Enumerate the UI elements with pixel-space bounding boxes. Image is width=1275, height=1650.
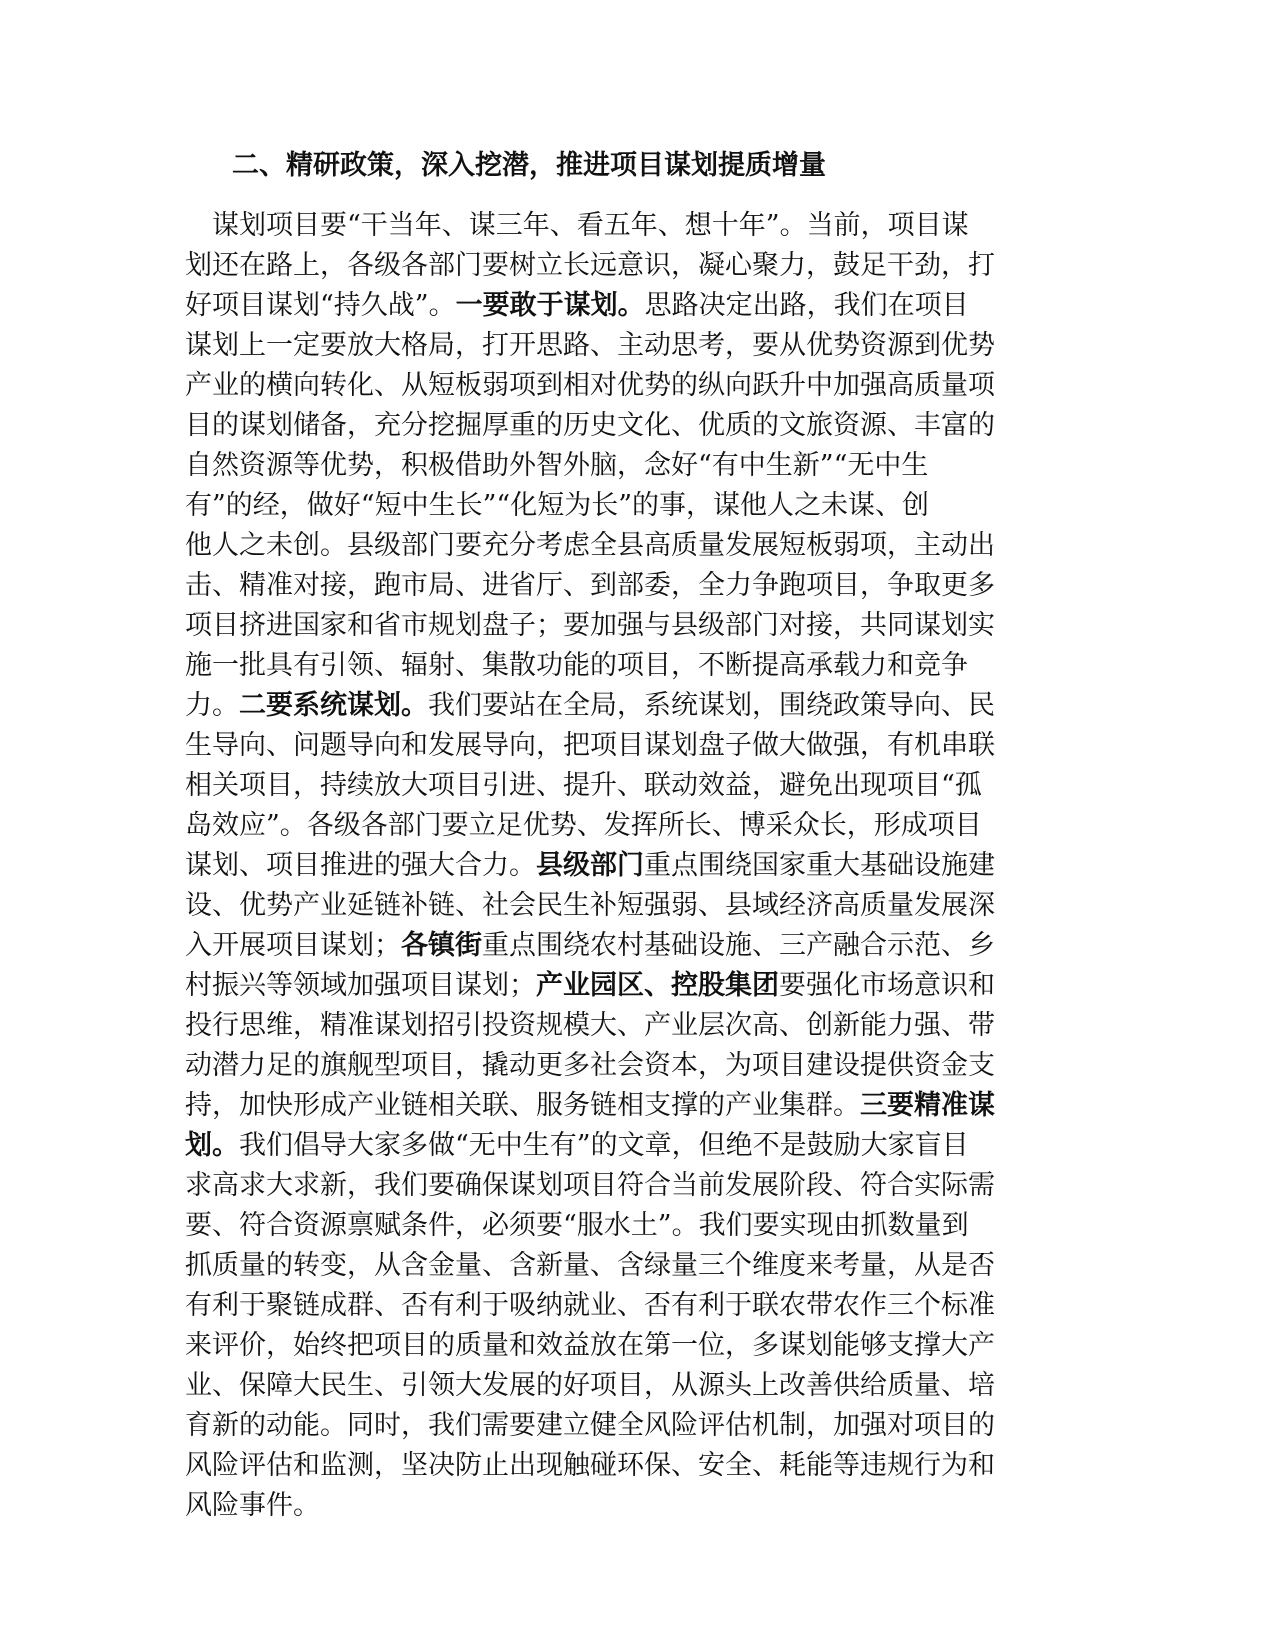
text-run: 业、保障大民生、引领大发展的好项目，从源头上改善供给质量、培 bbox=[185, 1370, 995, 1401]
bold-text-run: 三要精准谋 bbox=[860, 1090, 995, 1121]
text-run: 重点围绕国家重大基础设施建 bbox=[644, 850, 995, 881]
bold-text-run: 划。 bbox=[185, 1130, 239, 1161]
text-run: 他人之未创。县级部门要充分考虑全县高质量发展短板弱项，主动出 bbox=[185, 530, 995, 561]
text-run: 要、符合资源禀赋条件，必须要“服水土”。我们要实现由抓数量到 bbox=[185, 1210, 969, 1241]
text-line bbox=[185, 806, 1070, 846]
text-line bbox=[185, 766, 1070, 806]
text-line bbox=[185, 326, 1070, 366]
text-run: 风险事件。 bbox=[185, 1490, 320, 1521]
bold-text-run: 各镇街 bbox=[401, 930, 482, 961]
text-run: 谋划、项目推进的强大合力。 bbox=[185, 850, 536, 881]
text-line bbox=[185, 966, 1070, 1006]
text-line bbox=[185, 726, 1070, 766]
text-run: 来评价，始终把项目的质量和效益放在第一位，多谋划能够支撑大产 bbox=[185, 1330, 995, 1361]
text-line bbox=[185, 1126, 1070, 1166]
text-run: 我们要站在全局，系统谋划，围绕政策导向、民 bbox=[428, 690, 995, 721]
text-line bbox=[185, 246, 1070, 286]
text-line bbox=[185, 1246, 1070, 1286]
text-run: 抓质量的转变，从含金量、含新量、含绿量三个维度来考量，从是否 bbox=[185, 1250, 995, 1281]
text-run: 生导向、问题导向和发展导向，把项目谋划盘子做大做强，有机串联 bbox=[185, 730, 995, 761]
text-run: 我们倡导大家多做“无中生有”的文章，但绝不是鼓励大家盲目 bbox=[239, 1130, 969, 1161]
text-line bbox=[185, 206, 1070, 246]
text-run: 要强化市场意识和 bbox=[779, 970, 995, 1001]
text-line bbox=[185, 1326, 1070, 1366]
text-line bbox=[185, 526, 1070, 566]
text-line bbox=[185, 1006, 1070, 1046]
body-paragraph bbox=[185, 206, 1070, 1526]
text-line bbox=[185, 366, 1070, 406]
text-run: 力。 bbox=[185, 690, 239, 721]
text-line bbox=[185, 1046, 1070, 1086]
text-run: 入开展项目谋划； bbox=[185, 930, 401, 961]
text-line bbox=[185, 886, 1070, 926]
text-run: 谋划上一定要放大格局，打开思路、主动思考，要从优势资源到优势 bbox=[185, 330, 995, 361]
text-line bbox=[185, 1206, 1070, 1246]
text-line bbox=[185, 286, 1070, 326]
text-line bbox=[185, 646, 1070, 686]
text-line bbox=[185, 606, 1070, 646]
text-run: 村振兴等领域加强项目谋划； bbox=[185, 970, 536, 1001]
text-run: 有”的经，做好“短中生长”“化短为长”的事，谋他人之未谋、创 bbox=[185, 490, 930, 521]
text-run: 动潜力足的旗舰型项目，撬动更多社会资本，为项目建设提供资金支 bbox=[185, 1050, 995, 1081]
text-run: 好项目谋划“持久战”。 bbox=[185, 290, 456, 321]
text-line bbox=[185, 566, 1070, 606]
text-line bbox=[185, 406, 1070, 446]
text-line bbox=[185, 1446, 1070, 1486]
text-line bbox=[185, 1406, 1070, 1446]
text-line bbox=[185, 926, 1070, 966]
text-run: 岛效应”。各级各部门要立足优势、发挥所长、博采众长，形成项目 bbox=[185, 810, 982, 841]
text-line bbox=[185, 1166, 1070, 1206]
text-run: 相关项目，持续放大项目引进、提升、联动效益，避免出现项目“孤 bbox=[185, 770, 982, 801]
bold-text-run: 一要敢于谋划。 bbox=[455, 290, 645, 321]
text-run: 有利于聚链成群、否有利于吸纳就业、否有利于联农带农作三个标准 bbox=[185, 1290, 995, 1321]
text-run: 项目挤进国家和省市规划盘子；要加强与县级部门对接，共同谋划实 bbox=[185, 610, 995, 641]
text-line bbox=[185, 686, 1070, 726]
text-run: 产业的横向转化、从短板弱项到相对优势的纵向跃升中加强高质量项 bbox=[185, 370, 995, 401]
text-run: 持，加快形成产业链相关联、服务链相支撑的产业集群。 bbox=[185, 1090, 860, 1121]
text-line bbox=[185, 1486, 1070, 1526]
bold-text-run: 产业园区、控股集团 bbox=[536, 970, 779, 1001]
text-run: 投行思维，精准谋划招引投资规模大、产业层次高、创新能力强、带 bbox=[185, 1010, 995, 1041]
text-line bbox=[185, 1366, 1070, 1406]
section-heading: 二、精研政策，深入挖潜，推进项目谋划提质增量 bbox=[232, 150, 826, 181]
text-line bbox=[185, 1286, 1070, 1326]
text-run: 施一批具有引领、辐射、集散功能的项目，不断提高承载力和竞争 bbox=[185, 650, 968, 681]
text-line bbox=[185, 1086, 1070, 1126]
text-run: 重点围绕农村基础设施、三产融合示范、乡 bbox=[482, 930, 995, 961]
text-run: 击、精准对接，跑市局、进省厅、到部委，全力争跑项目，争取更多 bbox=[185, 570, 995, 601]
text-line bbox=[185, 486, 1070, 526]
text-run: 目的谋划储备，充分挖掘厚重的历史文化、优质的文旅资源、丰富的 bbox=[185, 410, 995, 441]
text-run: 风险评估和监测，坚决防止出现触碰环保、安全、耗能等违规行为和 bbox=[185, 1450, 995, 1481]
text-line bbox=[185, 446, 1070, 486]
bold-text-run: 二要系统谋划。 bbox=[239, 690, 428, 721]
text-line bbox=[185, 846, 1070, 886]
text-run: 划还在路上，各级各部门要树立长远意识，凝心聚力，鼓足干劲，打 bbox=[185, 250, 995, 281]
text-run: 自然资源等优势，积极借助外智外脑，念好“有中生新”“无中生 bbox=[185, 450, 929, 481]
text-run: 求高求大求新，我们要确保谋划项目符合当前发展阶段、符合实际需 bbox=[185, 1170, 995, 1201]
text-run: 谋划项目要“干当年、谋三年、看五年、想十年”。当前，项目谋 bbox=[185, 210, 969, 241]
text-run: 思路决定出路，我们在项目 bbox=[644, 290, 969, 321]
text-run: 育新的动能。同时，我们需要建立健全风险评估机制，加强对项目的 bbox=[185, 1410, 995, 1441]
bold-text-run: 县级部门 bbox=[536, 850, 644, 881]
text-run: 设、优势产业延链补链、社会民生补短强弱、县域经济高质量发展深 bbox=[185, 890, 995, 921]
